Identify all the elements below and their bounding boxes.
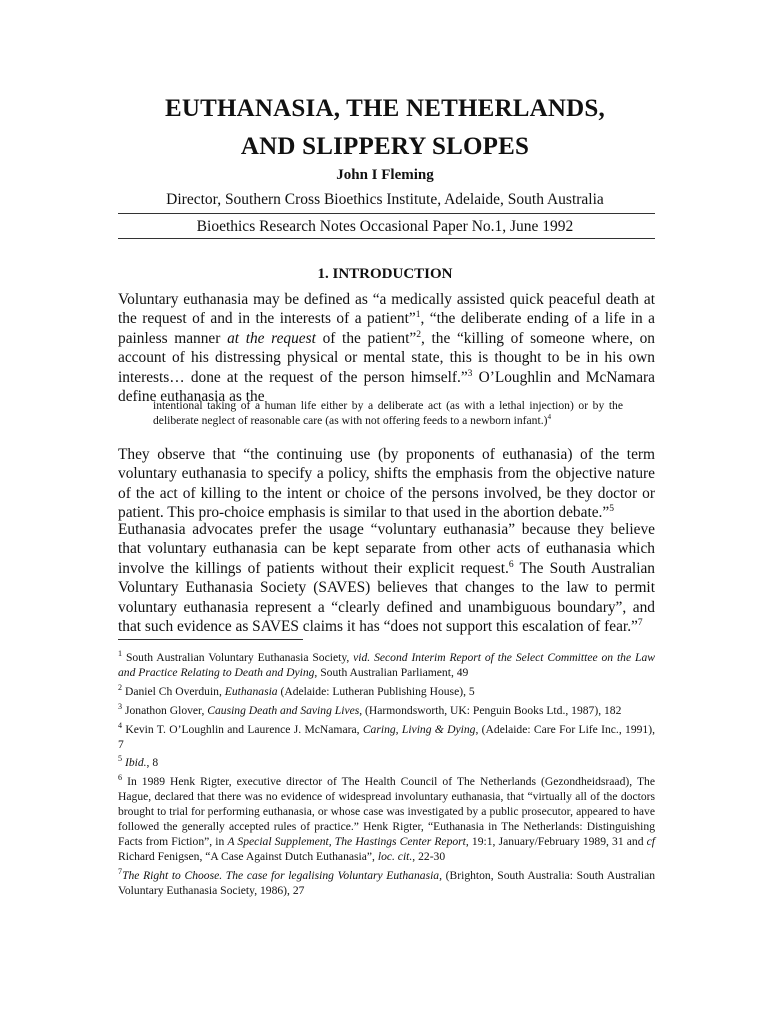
footnote-text: , South Australian Parliament, 49 bbox=[314, 665, 469, 679]
header-rule-top bbox=[118, 213, 655, 214]
paragraph-3-text-a: Euthanasia advocates prefer the usage “voluntary euthanasia” because they believe that voluntary euthanasia can be kept separate from other acts of euthanasia which involve the killings of patients without their explicit request. bbox=[118, 521, 655, 577]
footnote-text: (Brighton, South Australia: South Australian Voluntary Euthanasia Society, 1986), 27 bbox=[118, 868, 656, 897]
footnote-number: 2 bbox=[118, 682, 123, 692]
section-heading: 1. INTRODUCTION bbox=[317, 266, 453, 282]
footnote-ref-2: 2 bbox=[416, 328, 421, 340]
footnote-7 bbox=[118, 866, 656, 899]
footnote-ref-1: 1 bbox=[415, 309, 421, 321]
footnote-2 bbox=[118, 682, 655, 700]
author-affiliation: Director, Southern Cross Bioethics Institute, Adelaide, South Australia bbox=[166, 191, 604, 208]
paragraph-1-italic: at the request bbox=[227, 329, 316, 347]
paper-title-line-2: AND SLIPPERY SLOPES bbox=[240, 133, 530, 160]
paragraph-1-text-d: , the “killing of someone where, on account of his distressing physical or mental state, this is thought to be in his own interests… done at the request of the person himself.” bbox=[118, 329, 655, 386]
footnote-ref-7: 7 bbox=[637, 616, 643, 628]
paragraph-2 bbox=[118, 445, 655, 523]
footnote-italic-text: Caring, Living & Dying bbox=[362, 722, 476, 736]
paper-title-line-1: EUTHANASIA, THE NETHERLANDS, bbox=[165, 95, 605, 122]
paragraph-1-text-a: Voluntary euthanasia may be defined as “a medically assisted quick peaceful death at the request of and in the interests of a patient” bbox=[118, 291, 655, 328]
footnote-italic-text: cf bbox=[646, 834, 655, 848]
footnote-5 bbox=[118, 756, 655, 771]
quotation-text: intentional taking of a human life either by a deliberate act (as with a lethal injection) or by the deliberate neglect of reasonable care (as with not offering feeds to a newborn infant.) bbox=[153, 399, 623, 427]
paragraph-2-text: They observe that “the continuing use (by proponents of euthanasia) of the term voluntary euthanasia to specify a policy, shifts the emphasis from the objective nature of the act of killing to the intent or choice of the persons involved, be they doctor or patient. This pro-choice emphasis is similar to that used in the abortion debate.” bbox=[118, 446, 655, 522]
footnote-4 bbox=[118, 720, 655, 753]
footnote-italic-text: Causing Death and Saving Lives bbox=[207, 703, 360, 717]
footnote-number: 7 bbox=[118, 866, 123, 876]
footnote-text: Kevin T. O’Loughlin and Laurence J. McNamara, bbox=[122, 722, 363, 736]
footnote-3 bbox=[118, 701, 655, 719]
footnote-number: 4 bbox=[118, 720, 123, 730]
footnote-ref-3: 3 bbox=[467, 367, 473, 379]
footnote-ref-6: 6 bbox=[508, 558, 514, 570]
block-quotation bbox=[153, 399, 623, 429]
footnotes bbox=[118, 651, 655, 903]
paragraph-1 bbox=[118, 290, 655, 406]
footnote-text: , 8 bbox=[146, 756, 159, 770]
footnote-text: , 22-30 bbox=[412, 849, 446, 863]
footnote-italic-text: vid. Second Interim Report of the Select Committee on the Law and Practice Relating to Death and Dying bbox=[118, 651, 655, 679]
series-info: Bioethics Research Notes Occasional Paper No.1, June 1992 bbox=[196, 218, 574, 235]
footnote-text: (Adelaide: Lutheran Publishing House), 5 bbox=[277, 684, 475, 698]
footnote-text: Jonathon Glover, bbox=[122, 703, 208, 717]
paragraph-1-text-e: O’Loughlin and McNamara define euthanasia as the bbox=[118, 368, 656, 406]
author-name: John I Fleming bbox=[336, 167, 434, 183]
paragraph-1-text-c: of the patient” bbox=[315, 329, 417, 347]
paragraph-3-text-b: The South Australian Voluntary Euthanasia Society (SAVES) believes that changes to the law to permit voluntary euthanasia represent a “clearly defined and unambiguous boundary”, and that such evidence as SAVES claims it has “does not support this escalation of fear.” bbox=[118, 559, 655, 636]
paragraph-1-text-b: , “the deliberate ending of a life in a painless manner bbox=[118, 310, 655, 347]
footnote-italic-text: The Right to Choose. The case for legalising Voluntary Euthanasia, bbox=[122, 868, 443, 882]
footnote-text: South Australian Voluntary Euthanasia Society, bbox=[122, 651, 354, 664]
footnote-italic-text: Ibid. bbox=[124, 756, 147, 770]
footnote-separator bbox=[118, 639, 303, 640]
footnote-number: 1 bbox=[118, 649, 123, 659]
footnote-text: Richard Fenigsen, “A Case Against Dutch Euthanasia”, bbox=[118, 849, 378, 863]
footnote-text: , (Adelaide: Care For Life Inc., 1991), 7 bbox=[118, 722, 655, 751]
footnote-ref-4: 4 bbox=[547, 412, 552, 421]
footnote-italic-text: loc. cit. bbox=[377, 849, 413, 863]
footnote-number: 3 bbox=[118, 701, 123, 711]
footnote-number: 5 bbox=[118, 754, 123, 764]
footnote-text: Daniel Ch Overduin, bbox=[122, 684, 225, 698]
header-rule-bottom bbox=[118, 238, 655, 239]
footnote-text: In 1989 Henk Rigter, executive director of The Health Council of The Netherlands (Gezondheidsraad), The Hague, declared that there was no evidence of widespread involuntary euthanasia, that “virtually all of the doctors brought to trial for performing euthanasia, or whose case was investigated by a public prosecutor, appeared to have followed the generally accepted rules of practice.” Henk Rigter, “Euthanasia in The Netherlands: Distinguishing Facts from Fiction”, in bbox=[118, 775, 655, 848]
footnote-1 bbox=[118, 651, 655, 681]
paragraph-3 bbox=[118, 520, 655, 636]
footnote-italic-text: A Special Supplement, The Hastings Center Report bbox=[227, 834, 466, 848]
footnote-number: 6 bbox=[118, 773, 123, 783]
footnote-ref-5: 5 bbox=[609, 503, 615, 515]
footnote-text: , (Harmondsworth, UK: Penguin Books Ltd., 1987), 182 bbox=[359, 703, 622, 717]
footnote-text: , 19:1, January/February 1989, 31 and bbox=[465, 834, 647, 848]
footnote-6 bbox=[118, 775, 655, 864]
footnote-italic-text: Euthanasia bbox=[224, 684, 278, 698]
